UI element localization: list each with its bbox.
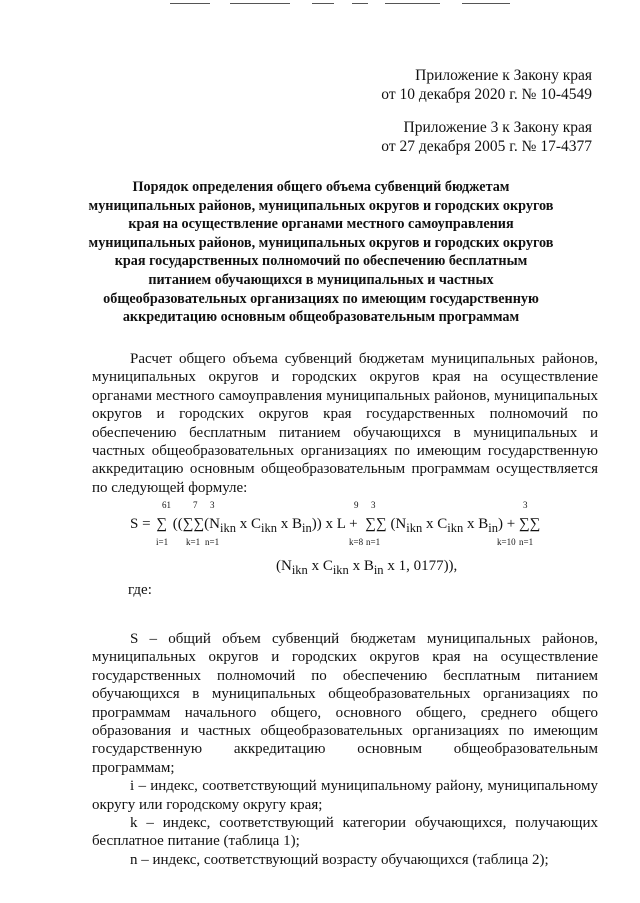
appendix-line: Приложение 3 к Закону края [403, 119, 592, 136]
document-title [76, 178, 566, 327]
sum-symbol: ∑ [365, 516, 376, 532]
limit-upper: 3 [371, 500, 376, 510]
definition-n: n – индекс, соответствующий возрасту обучающихся (таблица 2); [130, 851, 549, 868]
limit-lower: n=1 [205, 537, 220, 547]
limit-lower: n=1 [519, 537, 534, 547]
limit-upper: 61 [162, 500, 171, 510]
appendix-date-line: от 27 декабря 2005 г. № 17-4377 [381, 138, 592, 155]
sum-symbol: ∑ [518, 516, 530, 532]
formula-term: ($N_{ikn}$ x $C_{ikn}$ x $B_{in}$ x 1, 0177)), [276, 558, 458, 577]
title-line: общеобразовательных организациях по имеющим государственную [103, 290, 539, 307]
limit-upper: 7 [193, 500, 198, 510]
limit-lower: k=8 [349, 537, 364, 547]
limit-lower: n=1 [366, 537, 381, 547]
title-line: края на осуществление органами местного самоуправления [128, 216, 514, 233]
formula-term: (($\sum\sum(N_{ikn}$ x $C_{ikn}$ x $B_{in}$)) x L + [172, 516, 358, 535]
limit-lower: k=1 [186, 537, 201, 547]
title-line: аккредитацию основным общеобразовательным программам [122, 309, 520, 326]
intro-paragraph [92, 350, 598, 497]
sum-symbol: ∑ [529, 516, 541, 532]
appendix-date-line: от 10 декабря 2020 г. № 10-4549 [381, 86, 592, 103]
definition-k: k – индекс, соответствующий категории обучающихся, получающих бесплатное питание (таблица 1); [92, 815, 598, 850]
where-label: где: [128, 582, 152, 598]
scan-artifact [0, 0, 640, 8]
appendix-line: Приложение к Закону края [415, 67, 592, 84]
title-line: муниципальных районов, муниципальных округов и городских округов [88, 197, 554, 214]
appendix-reference-current [381, 66, 592, 104]
title-line: питанием обучающихся в муниципальных и частных [148, 271, 494, 288]
sum-symbol: ∑ [156, 516, 168, 532]
formula-term: ($N_{ikn}$ x $C_{ikn}$ x $B_{in}$) + [390, 516, 516, 535]
title-line: Порядок определения общего объема субвенций бюджетам [132, 179, 510, 195]
limit-upper: 9 [354, 500, 359, 510]
limit-upper: 3 [210, 500, 215, 510]
limit-upper: 3 [523, 500, 528, 510]
appendix-reference-original [381, 118, 592, 156]
subvention-formula [130, 498, 590, 578]
formula-lhs: S = [130, 516, 151, 532]
title-line: муниципальных районов, муниципальных округов и городских округов [88, 234, 554, 251]
definitions [92, 630, 598, 869]
limit-lower: i=1 [156, 537, 169, 547]
intro-text: Расчет общего объема субвенций бюджетам муниципальных районов, муниципальных округов и городских округов края на осуществление органами местного самоуправления муниципальных районов, муниципальных округов и городских округов края государственных полномочий по обеспечению бесплатным питанием обучающихся в муниципальных и частных общеобразовательных организациях по имеющим государственную аккредитацию основным общеобразовательным программам осуществляется по следующей формуле: [92, 351, 598, 496]
limit-lower: k=10 [497, 537, 516, 547]
definition-i: i – индекс, соответствующий муниципальному району, муниципальному округу или городскому округу края; [92, 778, 598, 813]
sum-symbol: ∑ [375, 516, 387, 532]
title-line: края государственных полномочий по обеспечению бесплатным [114, 253, 528, 270]
definition-s: S – общий объем субвенций бюджетам муниципальных районов, муниципальных округов и городских округов края на осуществление государственных полномочий по обеспечению бесплатным питанием обучающихся в муниципальных общеобразовательных организациях по программам начального общего, основного общего, среднего общего образования и частных общеобразовательных организациях по имеющим государственную аккредитацию основным общеобразовательным программам; [92, 631, 598, 776]
